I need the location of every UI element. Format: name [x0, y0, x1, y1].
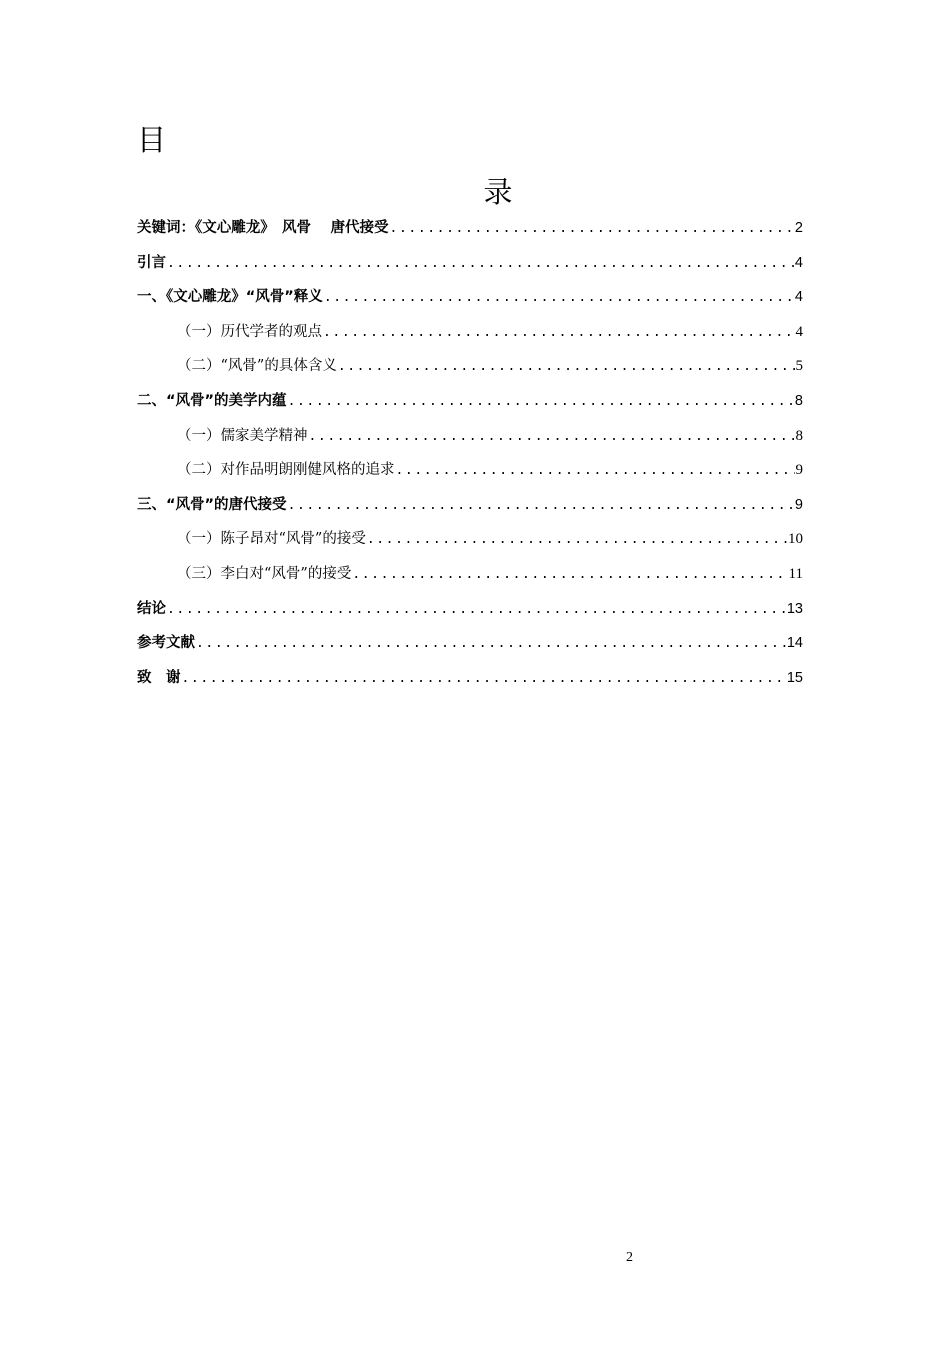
- toc-dot-leader: [182, 664, 786, 694]
- toc-entry-page: 11: [788, 565, 803, 582]
- toc-entry[interactable]: [137, 213, 803, 248]
- toc-entry-label: （一）儒家美学精神: [177, 427, 308, 444]
- toc-entry[interactable]: [137, 351, 803, 386]
- toc-entry[interactable]: [137, 490, 803, 525]
- toc-entry-label: （一）历代学者的观点: [177, 323, 322, 340]
- toc-entry[interactable]: [137, 386, 803, 421]
- toc-entry-page: 8: [795, 427, 803, 444]
- toc-entry-page: 2: [794, 220, 803, 236]
- toc-entry-label: 结论: [137, 600, 166, 617]
- toc-dot-leader: [352, 560, 787, 590]
- toc-entry-page: 13: [786, 600, 803, 617]
- toc-entry[interactable]: [137, 317, 803, 352]
- toc-dot-leader: [323, 318, 795, 348]
- toc-entry[interactable]: [137, 421, 803, 456]
- toc-entry-page: 4: [794, 254, 803, 271]
- toc-entry-page: 4: [794, 289, 803, 306]
- toc-entry[interactable]: [137, 594, 803, 629]
- toc-dot-leader: [390, 214, 794, 244]
- toc-entry-label: 一、《文心雕龙》“风骨”释义: [137, 289, 323, 306]
- toc-entry-page: 14: [786, 635, 803, 652]
- toc-dot-leader: [338, 352, 795, 382]
- toc-entry-label: 三、“风骨”的唐代接受: [137, 496, 287, 513]
- toc-dot-leader: [309, 422, 795, 452]
- toc-entry-page: 15: [786, 669, 803, 686]
- toc-dot-leader: [324, 283, 794, 313]
- toc-dot-leader: [196, 629, 786, 659]
- toc-dot-leader: [167, 249, 794, 279]
- toc-entry[interactable]: [137, 628, 803, 663]
- toc-entry-page: 8: [794, 392, 803, 409]
- toc-entry-page: 5: [795, 358, 803, 375]
- toc-entry-label: 引言: [137, 254, 166, 271]
- toc-entry-page: 9: [794, 496, 803, 513]
- toc-entry-label: （三）李白对“风骨”的接受: [177, 565, 352, 582]
- toc-title-first-char: 目: [137, 123, 167, 157]
- table-of-contents: [137, 213, 803, 697]
- toc-dot-leader: [288, 491, 794, 521]
- toc-dot-leader: [396, 456, 795, 486]
- toc-dot-leader: [288, 387, 794, 417]
- toc-entry-label: 二、“风骨”的美学内蕴: [137, 392, 287, 409]
- toc-title-second-char: 录: [483, 175, 513, 209]
- toc-entry-label: （二）对作品明朗刚健风格的追求: [177, 462, 395, 479]
- toc-entry[interactable]: [137, 559, 803, 594]
- toc-dot-leader: [167, 595, 786, 625]
- toc-entry-label: （一）陈子昂对“风骨”的接受: [177, 531, 366, 548]
- toc-entry-page: 9: [795, 462, 803, 479]
- toc-entry-page: 10: [788, 531, 803, 548]
- page-number: 2: [626, 1250, 633, 1265]
- toc-entry[interactable]: [137, 455, 803, 490]
- toc-entry-page: 4: [795, 323, 803, 340]
- toc-entry-label: 参考文献: [137, 635, 195, 652]
- toc-entry-label: （二）“风骨”的具体含义: [177, 358, 337, 375]
- toc-entry-label: 关键词：《文心雕龙》 风骨 唐代接受: [137, 220, 389, 236]
- toc-dot-leader: [367, 525, 787, 555]
- toc-entry[interactable]: [137, 524, 803, 559]
- toc-entry[interactable]: [137, 663, 803, 698]
- toc-entry[interactable]: [137, 282, 803, 317]
- toc-entry-label: 致 谢: [137, 669, 181, 686]
- toc-entry[interactable]: [137, 248, 803, 283]
